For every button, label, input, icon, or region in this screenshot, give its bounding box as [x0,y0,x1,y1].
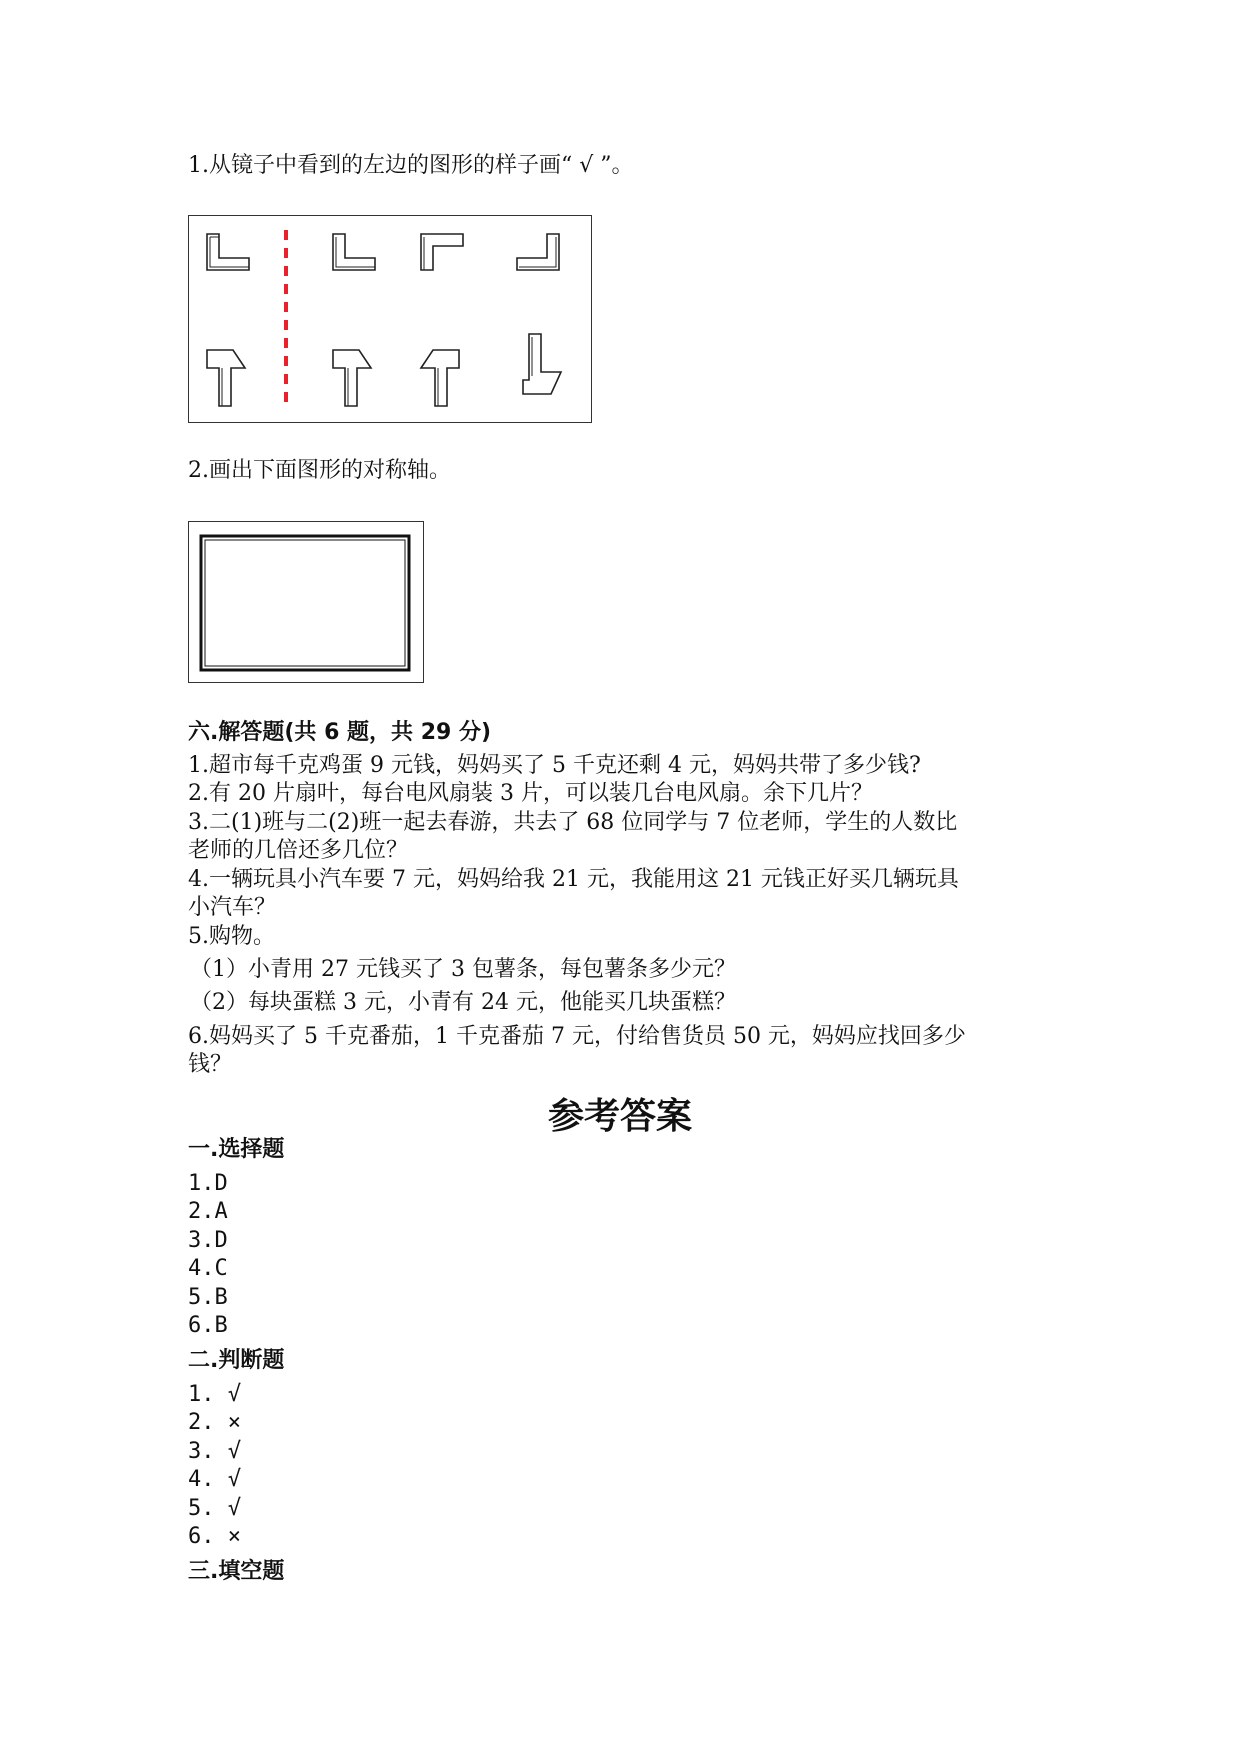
t-shape-original [207,350,245,406]
problem-line: 1.超市每千克鸡蛋 9 元钱，妈妈买了 5 千克还剩 4 元，妈妈共带了多少钱? [188,753,921,778]
problem-line: 2.有 20 片扇叶，每台电风扇装 3 片，可以装几台电风扇。余下几片？ [188,781,873,806]
answer-item: 5.B [188,1285,228,1310]
t-shape-option-2 [421,350,459,406]
problem-line: 5.购物。 [188,924,275,949]
t-shape-option-1 [333,350,371,406]
section6-heading: 六.解答题(共 6 题，共 29 分) [188,720,492,745]
answer-item: 6.B [188,1313,228,1338]
problem-line: 小汽车？ [188,895,277,920]
answers-sec2-heading: 二.判断题 [188,1348,285,1373]
mirror-diagram [189,216,591,422]
problem-line: 钱？ [188,1052,233,1077]
answer-item: 2.A [188,1199,228,1224]
mirror-question: 1.从镜子中看到的左边的图形的样子画“ √ ”。 [188,153,634,178]
rectangle-figure [188,521,424,683]
answer-item: 4. √ [188,1467,241,1492]
answer-item: 3.D [188,1228,228,1253]
l-shape-option-2 [421,234,463,270]
problem-line: 6.妈妈买了 5 千克番茄，1 千克番茄 7 元，付给售货员 50 元，妈妈应找回多少 [188,1024,966,1049]
answer-item: 1.D [188,1171,228,1196]
answer-item: 4.C [188,1256,228,1281]
problem-line: 3.二(1)班与二(2)班一起去春游，共去了 68 位同学与 7 位老师，学生的人数比 [188,810,958,835]
answer-item: 6. × [188,1524,241,1549]
problem-line: （1）小青用 27 元钱买了 3 包薯条，每包薯条多少元？ [190,957,736,982]
rectangle-diagram [189,522,423,682]
problem-line: 4.一辆玩具小汽车要 7 元，妈妈给我 21 元，我能用这 21 元钱正好买几辆玩具 [188,867,959,892]
l-shape-original [207,234,249,270]
t-shape-option-3 [523,334,561,394]
answers-title: 参考答案 [547,1096,692,1137]
answer-item: 3. √ [188,1439,241,1464]
answers-sec3-heading: 三.填空题 [188,1559,285,1584]
problem-line: （2）每块蛋糕 3 元，小青有 24 元，他能买几块蛋糕？ [190,990,736,1015]
answer-item: 2. × [188,1410,241,1435]
l-shape-option-3 [517,234,559,270]
answer-item: 5. √ [188,1496,241,1521]
l-shape-option-1 [333,234,375,270]
mirror-figure [188,215,592,423]
answer-item: 1. √ [188,1382,241,1407]
axis-question: 2.画出下面图形的对称轴。 [188,458,451,483]
problem-line: 老师的几倍还多几位？ [188,838,409,863]
answers-sec1-heading: 一.选择题 [188,1137,285,1162]
